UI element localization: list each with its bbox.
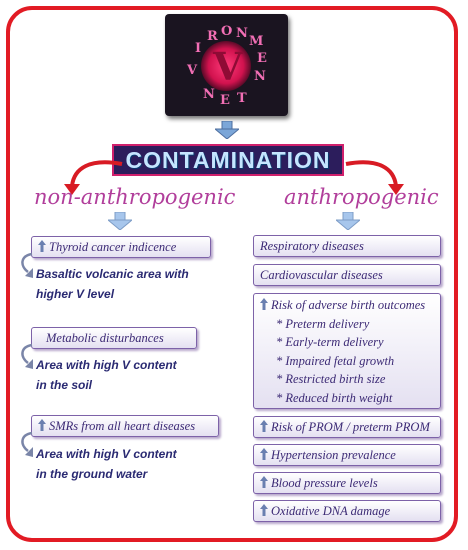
contamination-title: CONTAMINATION bbox=[112, 144, 344, 176]
up-arrow-icon bbox=[38, 240, 46, 252]
ring-letter: T bbox=[237, 91, 248, 106]
ring-letter: N bbox=[203, 87, 216, 102]
effect-label: SMRs from all heart diseases bbox=[49, 419, 196, 433]
effect-box-blood-pressure bbox=[253, 472, 441, 494]
birth-item: * Preterm delivery bbox=[276, 316, 370, 331]
source-text-basaltic: Basaltic volcanic area with higher V level bbox=[36, 267, 189, 301]
effect-label: Respiratory diseases bbox=[260, 239, 364, 253]
effect-box-respiratory bbox=[253, 235, 441, 257]
ring-letter: N bbox=[254, 69, 267, 84]
birth-item: * Impaired fetal growth bbox=[276, 353, 395, 368]
branch-label-anthropogenic: anthropogenic bbox=[284, 185, 439, 209]
effect-label: Oxidative DNA damage bbox=[271, 504, 391, 518]
birth-item: * Restricted birth size bbox=[276, 372, 386, 386]
ring-letter: R bbox=[207, 29, 219, 44]
up-arrow-icon bbox=[260, 420, 268, 432]
ring-letter: E bbox=[220, 93, 231, 108]
effect-label: Metabolic disturbances bbox=[46, 331, 164, 345]
effect-box-birth-outcomes bbox=[253, 293, 441, 409]
effect-label: Thyroid cancer indicence bbox=[49, 240, 177, 254]
source-text-soil: Area with high V content in the soil bbox=[36, 358, 177, 392]
ring-letter: V bbox=[187, 63, 199, 78]
birth-item: * Early-term delivery bbox=[276, 335, 384, 349]
effect-box-prom bbox=[253, 416, 441, 438]
curved-arrow-icon bbox=[18, 431, 36, 461]
up-arrow-icon bbox=[260, 476, 268, 488]
effect-box-smrs bbox=[31, 415, 219, 437]
curved-arrow-icon bbox=[18, 252, 36, 282]
source-text-ground-water: Area with high V content in the ground water bbox=[36, 447, 177, 481]
curved-arrow-icon bbox=[18, 343, 36, 373]
effect-label: Risk of PROM / preterm PROM bbox=[271, 420, 430, 434]
effect-box-cardiovascular bbox=[253, 264, 441, 286]
effect-label: Cardiovascular diseases bbox=[260, 268, 383, 282]
branch-label-non-anthropogenic: non-anthropogenic bbox=[34, 185, 236, 209]
up-arrow-icon bbox=[260, 298, 268, 310]
ring-letter: M bbox=[249, 34, 265, 49]
effect-label: Hypertension prevalence bbox=[271, 448, 396, 462]
birth-title: Risk of adverse birth outcomes bbox=[271, 298, 426, 312]
ring-letter: O bbox=[221, 24, 234, 39]
effect-label: Blood pressure levels bbox=[271, 476, 378, 490]
ring-letter: E bbox=[257, 51, 268, 66]
environment-logo bbox=[165, 14, 288, 116]
logo-center-letter: V bbox=[213, 44, 243, 89]
up-arrow-icon bbox=[260, 504, 268, 516]
down-arrow-icon bbox=[215, 121, 239, 139]
ring-letter: I bbox=[195, 41, 203, 56]
effect-box-hypertension bbox=[253, 444, 441, 466]
up-arrow-icon bbox=[260, 448, 268, 460]
effect-box-metabolic bbox=[31, 327, 197, 349]
up-arrow-icon bbox=[38, 419, 46, 431]
ring-letter: N bbox=[236, 26, 249, 41]
effect-box-thyroid bbox=[31, 236, 211, 258]
down-arrow-icon bbox=[336, 212, 360, 230]
effect-box-dna-damage bbox=[253, 500, 441, 522]
birth-item: * Reduced birth weight bbox=[276, 390, 393, 405]
down-arrow-icon bbox=[108, 212, 132, 230]
